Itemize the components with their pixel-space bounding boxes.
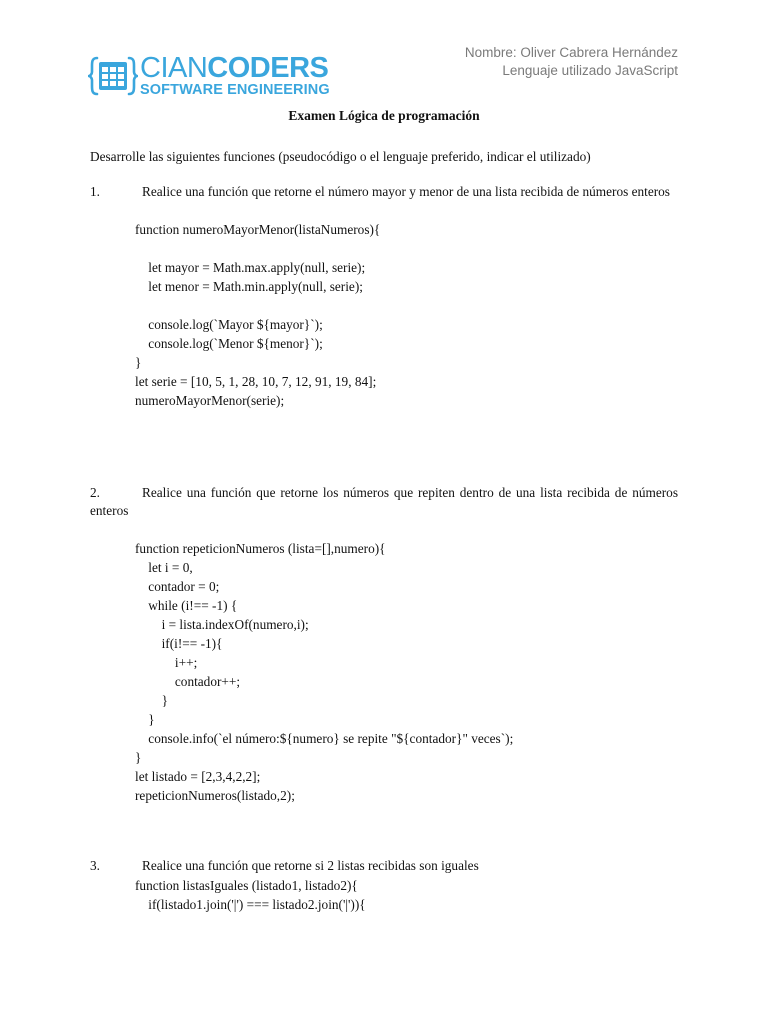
question-number: 3. bbox=[90, 858, 100, 873]
question-number: 1. bbox=[90, 184, 100, 199]
code-line: } bbox=[135, 693, 168, 708]
code-line: function listasIguales (listado1, listado2){ bbox=[135, 878, 358, 893]
code-line: i++; bbox=[135, 655, 198, 670]
question-number: 2. bbox=[90, 485, 100, 500]
language-used: Lenguaje utilizado JavaScript bbox=[502, 63, 678, 78]
question-text: Realice una función que retorne si 2 listas recibidas son iguales bbox=[142, 858, 479, 873]
code-line: let menor = Math.min.apply(null, serie); bbox=[135, 279, 363, 294]
code-line bbox=[135, 296, 380, 315]
code-line: console.log(`Mayor ${mayor}`); bbox=[135, 317, 323, 332]
code-line: repeticionNumeros(listado,2); bbox=[135, 788, 295, 803]
question-text: Realice una función que retorne los números que repiten dentro de una lista recibida de números enteros bbox=[90, 485, 678, 518]
question-3 bbox=[90, 857, 479, 875]
logo-wordmark bbox=[140, 52, 328, 84]
code-line: while (i!== -1) { bbox=[135, 598, 238, 613]
code-line: function repeticionNumeros (lista=[],numero){ bbox=[135, 541, 386, 556]
code-line: i = lista.indexOf(numero,i); bbox=[135, 617, 309, 632]
question-1 bbox=[90, 183, 678, 201]
logo-text-light: CIAN bbox=[140, 52, 208, 84]
company-logo bbox=[88, 52, 330, 102]
page-title: Examen Lógica de programación bbox=[288, 108, 480, 123]
instructions: Desarrolle las siguientes funciones (pseudocódigo o el lenguaje preferido, indicar el utilizado) bbox=[90, 149, 591, 164]
code-line: let serie = [10, 5, 1, 28, 10, 7, 12, 91, 19, 84]; bbox=[135, 374, 377, 389]
code-line: } bbox=[135, 355, 142, 370]
student-info bbox=[465, 44, 678, 80]
code-block-2 bbox=[135, 539, 513, 805]
question-2 bbox=[90, 484, 678, 520]
code-brackets-grid-icon bbox=[88, 54, 138, 98]
code-line bbox=[135, 239, 380, 258]
code-block-3 bbox=[135, 876, 366, 914]
code-line: numeroMayorMenor(serie); bbox=[135, 393, 285, 408]
student-name: Nombre: Oliver Cabrera Hernández bbox=[464, 45, 678, 60]
code-line: contador++; bbox=[135, 674, 241, 689]
code-block-1 bbox=[135, 220, 380, 410]
logo-subtitle: SOFTWARE ENGINEERING bbox=[140, 82, 330, 98]
code-line: } bbox=[135, 750, 142, 765]
code-line: console.info(`el número:${numero} se repite "${contador}" veces`); bbox=[135, 731, 514, 746]
code-line: let i = 0, bbox=[135, 560, 193, 575]
code-line: contador = 0; bbox=[135, 579, 220, 594]
code-line: console.log(`Menor ${menor}`); bbox=[135, 336, 323, 351]
logo-text-bold: CODERS bbox=[207, 52, 329, 84]
code-line: if(i!== -1){ bbox=[135, 636, 223, 651]
code-line: function numeroMayorMenor(listaNumeros){ bbox=[135, 222, 381, 237]
code-line: if(listado1.join('|') === listado2.join('|')){ bbox=[135, 897, 366, 912]
code-line: let listado = [2,3,4,2,2]; bbox=[135, 769, 261, 784]
question-text: Realice una función que retorne el número mayor y menor de una lista recibida de números enteros bbox=[142, 184, 670, 199]
code-line: let mayor = Math.max.apply(null, serie); bbox=[135, 260, 366, 275]
code-line: } bbox=[135, 712, 155, 727]
